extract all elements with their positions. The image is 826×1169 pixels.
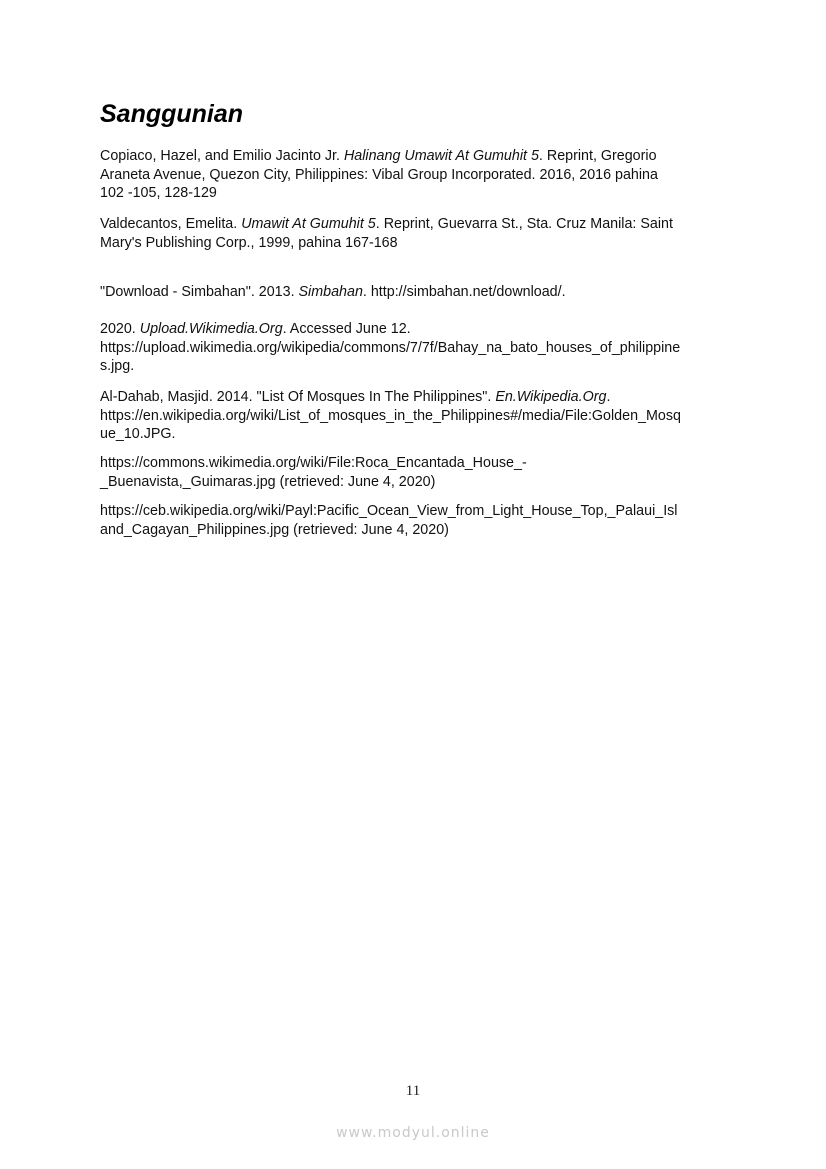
reference-line	[100, 320, 722, 339]
reference-url-line: s.jpg.	[100, 358, 135, 374]
reference-entry	[100, 215, 722, 252]
reference-url-line: https://commons.wikimedia.org/wiki/File:Roca_Encantada_House_-	[100, 455, 527, 471]
reference-entry	[100, 388, 722, 444]
page-title: Sanggunian	[100, 100, 244, 128]
reference-line	[100, 215, 722, 234]
reference-title: En.Wikipedia.Org	[495, 389, 607, 405]
reference-line	[100, 388, 722, 407]
reference-entry	[100, 147, 722, 203]
reference-title: Umawit At Gumuhit 5	[241, 216, 376, 232]
reference-line: Araneta Avenue, Quezon City, Philippines: Vibal Group Incorporated. 2016, 2016 pahina	[100, 166, 658, 183]
page-number: 11	[405, 1083, 421, 1099]
reference-text: 2020.	[100, 321, 140, 337]
reference-line	[100, 283, 722, 302]
reference-text: "Download - Simbahan". 2013.	[100, 284, 299, 300]
reference-entry	[100, 454, 722, 491]
reference-text: . http://simbahan.net/download/.	[362, 284, 566, 300]
reference-entry	[100, 283, 722, 302]
reference-title: Simbahan	[298, 284, 363, 300]
reference-line: 102 -105, 128-129	[100, 185, 217, 201]
reference-text: .	[606, 389, 611, 405]
reference-url-line: https://en.wikipedia.org/wiki/List_of_mosques_in_the_Philippines#/media/File:Golden_Mosq	[100, 407, 681, 424]
reference-line	[100, 147, 722, 166]
reference-title: Halinang Umawit At Gumuhit 5	[343, 148, 539, 164]
reference-url-line: https://ceb.wikipedia.org/wiki/Payl:Pacific_Ocean_View_from_Light_House_Top,_Palaui_Isl	[100, 503, 678, 519]
reference-text: Al-Dahab, Masjid. 2014. "List Of Mosques In The Philippines".	[100, 389, 496, 405]
reference-line: _Buenavista,_Guimaras.jpg (retrieved: June 4, 2020)	[100, 473, 436, 490]
reference-text: Valdecantos, Emelita.	[100, 216, 242, 232]
watermark: www.modyul.online	[336, 1125, 490, 1141]
reference-text: . Accessed June 12.	[282, 321, 411, 337]
reference-entry	[100, 502, 722, 539]
reference-entry	[100, 320, 722, 376]
reference-text: Copiaco, Hazel, and Emilio Jacinto Jr.	[100, 148, 344, 164]
reference-text: . Reprint, Guevarra St., Sta. Cruz Manila: Saint	[375, 216, 673, 232]
reference-title: Upload.Wikimedia.Org	[139, 321, 283, 337]
reference-url-line: ue_10.JPG.	[100, 426, 176, 442]
reference-line: and_Cagayan_Philippines.jpg (retrieved: June 4, 2020)	[100, 521, 449, 538]
reference-text: . Reprint, Gregorio	[538, 148, 657, 164]
reference-url-line: https://upload.wikimedia.org/wikipedia/commons/7/7f/Bahay_na_bato_houses_of_philippine	[100, 339, 681, 356]
reference-line: Mary's Publishing Corp., 1999, pahina 167-168	[100, 234, 398, 251]
